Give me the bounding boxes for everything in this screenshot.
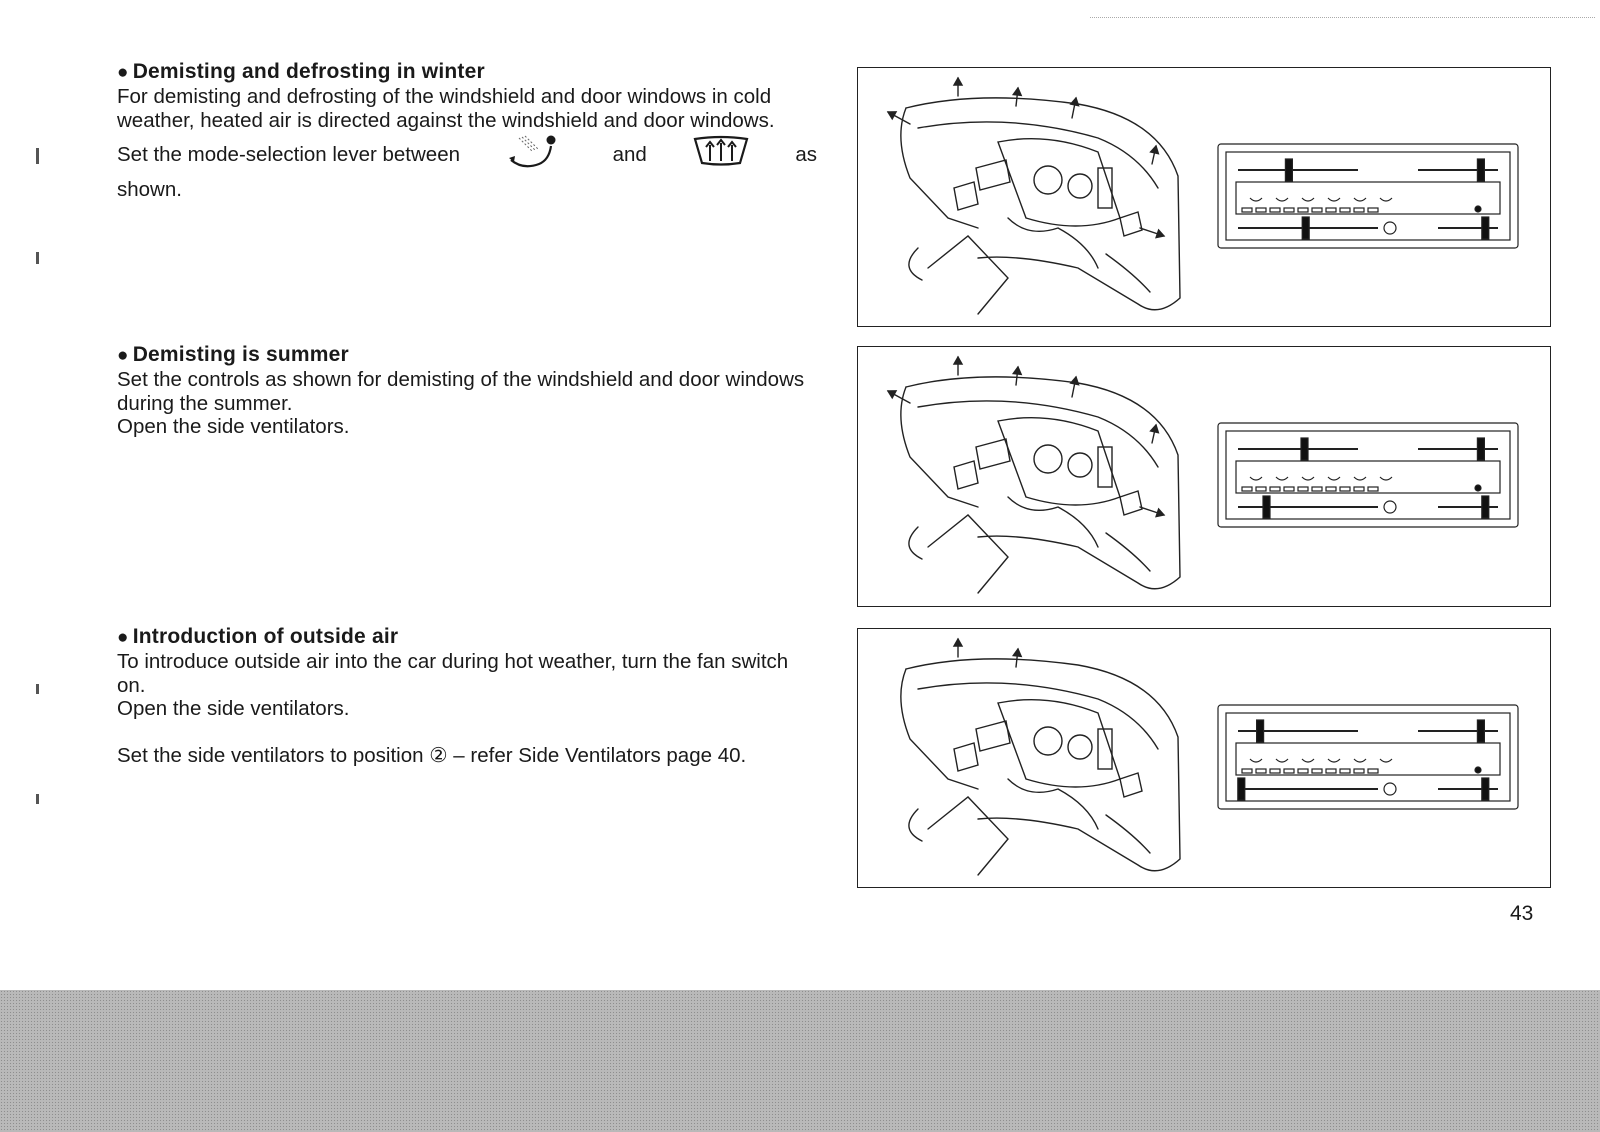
button-row-cell	[1270, 208, 1280, 212]
dashboard-left-edge	[901, 387, 978, 507]
arrow-head	[1151, 425, 1159, 433]
arrow-head	[888, 112, 896, 119]
arrow-head	[1071, 98, 1079, 106]
slider	[1238, 720, 1358, 742]
button-row-cell	[1242, 208, 1252, 212]
arrow-head	[954, 639, 962, 646]
left-vent	[954, 182, 978, 210]
arrow-head	[1151, 146, 1159, 154]
dashboard-outline	[906, 98, 1180, 310]
instrument-cluster	[998, 700, 1120, 787]
panel-frame	[1218, 144, 1518, 248]
mode-symbol	[1276, 759, 1288, 762]
center-vent	[976, 721, 1010, 751]
figure-drawing	[858, 629, 1550, 887]
gauge	[1034, 166, 1062, 194]
button-row-cell	[1256, 487, 1266, 491]
slider	[1238, 496, 1378, 518]
slider-knob	[1482, 217, 1489, 239]
center-vent	[976, 160, 1010, 190]
button-row-cell	[1298, 769, 1308, 773]
slider-knob	[1301, 438, 1308, 460]
mode-symbol	[1354, 759, 1366, 762]
arrow-head	[1013, 367, 1021, 374]
dashboard-left-edge	[901, 669, 978, 789]
dashboard-top-line	[918, 401, 1158, 467]
mode-symbol	[1328, 477, 1340, 480]
button-row-cell	[1284, 769, 1294, 773]
outside-air-figure	[857, 628, 1551, 888]
lever-instruction: Set the mode-selection lever between and as	[117, 132, 817, 178]
dashboard-drawing	[888, 357, 1180, 593]
airflow-arrow	[1151, 425, 1159, 443]
center-console	[928, 236, 1008, 314]
bullet-icon: ●	[117, 62, 129, 83]
seat-line	[909, 527, 922, 559]
arrow-head	[954, 78, 962, 85]
button-row-cell	[1312, 769, 1322, 773]
margin-mark	[36, 252, 39, 264]
mode-symbol	[1276, 477, 1288, 480]
mode-symbol	[1276, 198, 1288, 201]
mode-symbol	[1250, 477, 1262, 480]
button-row-cell	[1368, 487, 1378, 491]
instrument-cluster	[998, 139, 1120, 226]
section-paragraph: Set the side ventilators to position ② – refer Side Ventilators page 40.	[117, 743, 747, 767]
figure-drawing	[858, 347, 1550, 605]
airflow-arrow	[954, 78, 962, 96]
seat-line	[909, 248, 922, 280]
instrument-cluster	[998, 418, 1120, 505]
arrow-head	[1013, 88, 1021, 95]
arrow-head	[1156, 230, 1164, 238]
margin-mark	[36, 684, 39, 694]
indicator-dot	[1475, 206, 1481, 212]
button-row-cell	[1312, 208, 1322, 212]
mode-symbol	[1380, 759, 1392, 762]
right-vent	[1120, 491, 1142, 515]
panel-inner	[1226, 713, 1510, 801]
lever-instruction-end: shown.	[117, 177, 182, 201]
mode-symbol	[1302, 477, 1314, 480]
section-outside-air	[117, 625, 817, 767]
airflow-arrow	[954, 357, 962, 375]
slider	[1438, 778, 1498, 800]
mode-symbol	[1380, 477, 1392, 480]
dashboard-drawing	[888, 78, 1180, 314]
gauge	[1068, 735, 1092, 759]
dashboard-outline	[906, 659, 1180, 871]
scan-shadow-band	[0, 990, 1600, 1132]
mode-symbol	[1328, 759, 1340, 762]
center-vent	[976, 439, 1010, 469]
slider-knob	[1482, 496, 1489, 518]
top-dotted-rule	[1090, 17, 1595, 19]
airflow-arrow	[1140, 507, 1164, 517]
mode-symbol	[1302, 759, 1314, 762]
airflow-arrow	[1071, 377, 1079, 397]
section-paragraph: Open the side ventilators.	[117, 697, 350, 720]
slider-knob	[1477, 159, 1484, 181]
button-row-cell	[1298, 487, 1308, 491]
section-heading: ● Demisting is summer	[117, 343, 349, 366]
slider	[1238, 778, 1378, 800]
slider-knob	[1257, 720, 1264, 742]
arrow-head	[1071, 377, 1079, 385]
floor-windshield-mode-icon	[505, 132, 567, 178]
center-console	[928, 797, 1008, 875]
slider-knob	[1477, 720, 1484, 742]
mode-symbol	[1354, 477, 1366, 480]
mode-symbol	[1380, 198, 1392, 201]
center-console	[928, 515, 1008, 593]
door-line	[1106, 533, 1150, 571]
button-row-cell	[1270, 769, 1280, 773]
arrow-head	[954, 357, 962, 364]
airflow-arrow	[1140, 228, 1164, 238]
button-row-cell	[1354, 769, 1364, 773]
airflow-arrow	[888, 112, 910, 124]
button-row-cell	[1284, 487, 1294, 491]
button-row-cell	[1340, 769, 1350, 773]
button-row-cell	[1312, 487, 1322, 491]
slider-knob	[1477, 438, 1484, 460]
button-row-cell	[1256, 208, 1266, 212]
gauge	[1068, 453, 1092, 477]
door-line	[1106, 815, 1150, 853]
airflow-arrow	[1013, 367, 1021, 385]
margin-mark	[36, 794, 39, 804]
section-summer-demist	[117, 343, 817, 439]
indicator-dot	[1475, 485, 1481, 491]
airflow-arrow	[1013, 649, 1021, 667]
figure-drawing	[858, 68, 1550, 326]
indicator-dot	[1475, 767, 1481, 773]
button-row-cell	[1326, 487, 1336, 491]
button-row-cell	[1242, 769, 1252, 773]
button-row-cell	[1326, 208, 1336, 212]
arrow-head	[888, 391, 896, 398]
margin-mark	[36, 148, 39, 164]
winter-defrost-figure	[857, 67, 1551, 327]
dashboard-drawing	[901, 639, 1180, 875]
seat-line	[909, 809, 922, 841]
dashboard-top-line	[918, 122, 1158, 188]
page-number: 43	[1510, 902, 1534, 925]
button-row-cell	[1284, 208, 1294, 212]
button-row-cell	[1368, 208, 1378, 212]
slider-knob	[1482, 778, 1489, 800]
section-winter-defrost	[117, 60, 817, 201]
slider-knob	[1263, 496, 1270, 518]
button-row-cell	[1354, 487, 1364, 491]
slider-knob	[1238, 778, 1245, 800]
slider	[1418, 438, 1498, 460]
airflow-arrow	[954, 639, 962, 657]
left-vent	[954, 743, 978, 771]
button-row-cell	[1354, 208, 1364, 212]
mode-symbol	[1250, 759, 1262, 762]
slider-knob	[1302, 217, 1309, 239]
slider-knob	[1285, 159, 1292, 181]
button-row-cell	[1368, 769, 1378, 773]
arrow-head	[1156, 509, 1164, 517]
right-vent	[1120, 212, 1142, 236]
slider	[1438, 496, 1498, 518]
section-heading: ● Introduction of outside air	[117, 625, 399, 648]
door-line	[1106, 254, 1150, 292]
control-panel	[1218, 423, 1518, 527]
mode-symbol	[1302, 198, 1314, 201]
mode-symbol	[1328, 198, 1340, 201]
section-heading: ● Demisting and defrosting in winter	[117, 60, 485, 83]
defroster-mode-icon	[692, 135, 750, 175]
airflow-arrow	[1071, 98, 1079, 118]
airflow-arrow	[1151, 146, 1159, 164]
airflow-arrow	[888, 391, 910, 403]
button-row-cell	[1256, 769, 1266, 773]
panel-inner	[1226, 152, 1510, 240]
mode-symbol	[1250, 198, 1262, 201]
section-paragraph: For demisting and defrosting of the windshield and door windows in cold weather, heated air is directed against the windshield and door windows.	[117, 85, 775, 132]
button-row-cell	[1298, 208, 1308, 212]
summer-demist-figure	[857, 346, 1551, 607]
slider	[1238, 159, 1358, 181]
dashboard-top-line	[918, 683, 1158, 749]
gauge	[1068, 174, 1092, 198]
gauge	[1034, 727, 1062, 755]
section-paragraph: Open the side ventilators.	[117, 415, 350, 438]
slider	[1438, 217, 1498, 239]
button-row-cell	[1242, 487, 1252, 491]
control-panel	[1218, 144, 1518, 248]
bullet-icon: ●	[117, 345, 129, 366]
gauge	[1034, 445, 1062, 473]
mode-symbol	[1354, 198, 1366, 201]
slider	[1418, 720, 1498, 742]
fan-switch	[1384, 783, 1396, 795]
airflow-arrow	[1013, 88, 1021, 106]
fan-switch	[1384, 222, 1396, 234]
button-row-cell	[1340, 208, 1350, 212]
fan-switch	[1384, 501, 1396, 513]
right-vent	[1120, 773, 1142, 797]
button-row-cell	[1326, 769, 1336, 773]
button-row-cell	[1270, 487, 1280, 491]
arrow-head	[1013, 649, 1021, 656]
section-paragraph: To introduce outside air into the car during hot weather, turn the fan switch on.	[117, 650, 789, 697]
slider	[1418, 159, 1498, 181]
left-vent	[954, 461, 978, 489]
dashboard-outline	[906, 377, 1180, 589]
dashboard-left-edge	[901, 108, 978, 228]
section-paragraph: Set the controls as shown for demisting of the windshield and door windows during the summer.	[117, 368, 805, 415]
slider	[1238, 438, 1358, 460]
button-row-cell	[1340, 487, 1350, 491]
bullet-icon: ●	[117, 627, 129, 648]
control-panel	[1218, 705, 1518, 809]
slider	[1238, 217, 1378, 239]
